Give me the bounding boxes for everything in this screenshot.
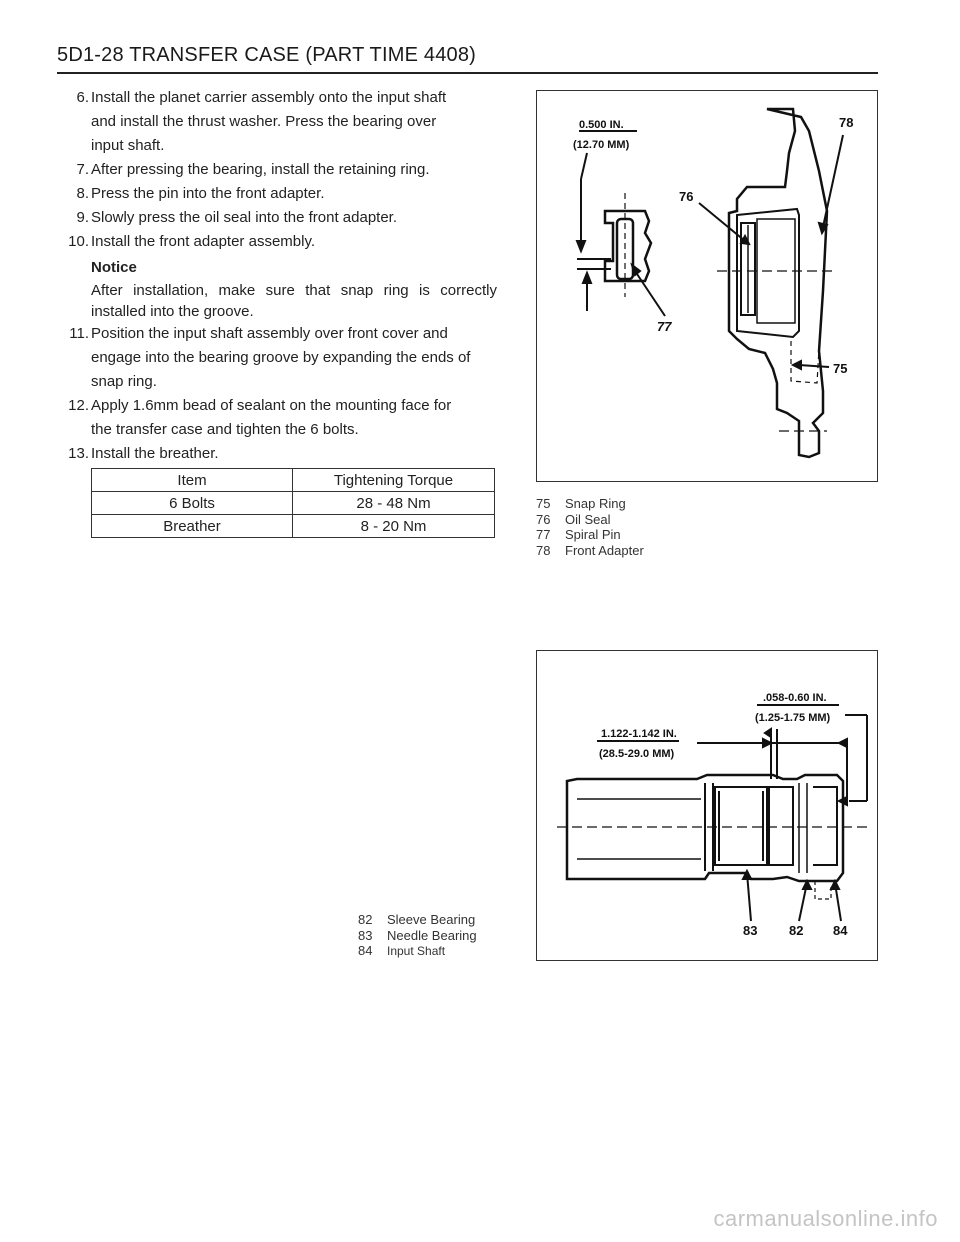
cell-torque: 28 - 48 Nm — [293, 492, 495, 515]
step-line: the transfer case and tighten the 6 bolts. — [91, 421, 359, 438]
callout-82: 82 — [789, 923, 804, 938]
watermark: carmanualsonline.info — [713, 1206, 938, 1231]
table-row — [92, 515, 495, 538]
header-item: Item — [92, 469, 293, 492]
step-text — [91, 182, 324, 206]
table-header-row — [92, 469, 495, 492]
step-line: Position the input shaft assembly over front cover and — [91, 325, 448, 342]
step-number: 11. — [69, 325, 89, 342]
procedure-step — [52, 394, 497, 442]
dim-label: (28.5-29.0 MM) — [599, 748, 675, 760]
step-line: Press the pin into the front adapter. — [91, 185, 325, 202]
dim-label: (12.70 MM) — [573, 139, 630, 151]
procedure-step — [52, 182, 497, 206]
dim-label: .058-0.60 IN. — [763, 692, 827, 704]
header-torque: Tightening Torque — [293, 469, 495, 492]
step-text — [91, 230, 315, 254]
notice-text: After installation, make sure that snap ring is correctly installed into the groove. — [91, 282, 497, 320]
step-text — [91, 442, 219, 466]
step-line: Install the planet carrier assembly onto the input shaft — [91, 89, 447, 106]
step-text — [91, 322, 470, 394]
procedure-step — [52, 86, 497, 158]
page-title: 5D1-28 TRANSFER CASE (PART TIME 4408) — [57, 44, 477, 66]
legend-item: 84 Input Shaft — [358, 943, 446, 958]
step-line: snap ring. — [91, 373, 157, 390]
cell-torque: 8 - 20 Nm — [293, 515, 495, 538]
callout-78: 78 — [839, 115, 854, 130]
cell-item: Breather — [92, 515, 293, 538]
step-line: input shaft. — [91, 137, 165, 154]
dim-label: (1.25-1.75 MM) — [755, 712, 831, 724]
legend-item: 77 Spiral Pin — [536, 527, 621, 542]
step-number: 9. — [76, 209, 89, 226]
header-rule — [57, 72, 878, 74]
procedure-step — [52, 322, 497, 394]
callout-77: 77 — [657, 319, 672, 334]
procedure-step — [52, 206, 497, 230]
step-number: 13. — [68, 445, 89, 462]
step-line: and install the thrust washer. Press the bearing over — [91, 113, 437, 130]
torque-table — [91, 468, 495, 538]
step-line: Apply 1.6mm bead of sealant on the mounting face for — [91, 397, 452, 414]
procedure-step — [52, 230, 497, 254]
legend-item: 82 Sleeve Bearing — [358, 912, 476, 927]
procedure-step — [52, 442, 497, 466]
step-line: After pressing the bearing, install the retaining ring. — [91, 161, 430, 178]
legend-item: 78 Front Adapter — [536, 542, 644, 558]
dim-label: 1.122-1.142 IN. — [601, 728, 677, 740]
dim-label: 0.500 IN. — [579, 119, 624, 131]
step-number: 12. — [68, 397, 89, 414]
legend-front-adapter — [536, 496, 644, 558]
callout-84: 84 — [833, 923, 848, 938]
legend-item: 83 Needle Bearing — [358, 927, 477, 943]
step-text — [91, 86, 446, 158]
step-number: 10. — [68, 233, 89, 250]
procedure-step — [52, 158, 497, 182]
legend-item: 75 Snap Ring — [536, 496, 626, 511]
step-line: Install the front adapter assembly. — [91, 233, 316, 250]
procedure-steps — [52, 86, 497, 466]
step-text — [91, 158, 430, 182]
cell-item: 6 Bolts — [92, 492, 293, 515]
legend-input-shaft — [358, 912, 477, 960]
step-line: engage into the bearing groove by expanding the ends of — [91, 349, 471, 366]
step-text — [91, 394, 451, 442]
step-number: 8. — [76, 185, 89, 202]
step-text — [91, 206, 397, 230]
front-adapter-diagram — [536, 90, 878, 482]
callout-76: 76 — [679, 189, 694, 204]
step-number: 6. — [76, 89, 89, 106]
input-shaft-diagram — [536, 650, 878, 961]
legend-item: 76 Oil Seal — [536, 511, 611, 527]
step-line: Install the breather. — [91, 445, 219, 462]
step-line: Slowly press the oil seal into the front adapter. — [91, 209, 398, 226]
table-row — [92, 492, 495, 515]
notice-title: Notice — [91, 259, 137, 276]
step-number: 7. — [76, 161, 89, 178]
callout-75: 75 — [833, 361, 848, 376]
callout-83: 83 — [743, 923, 758, 938]
